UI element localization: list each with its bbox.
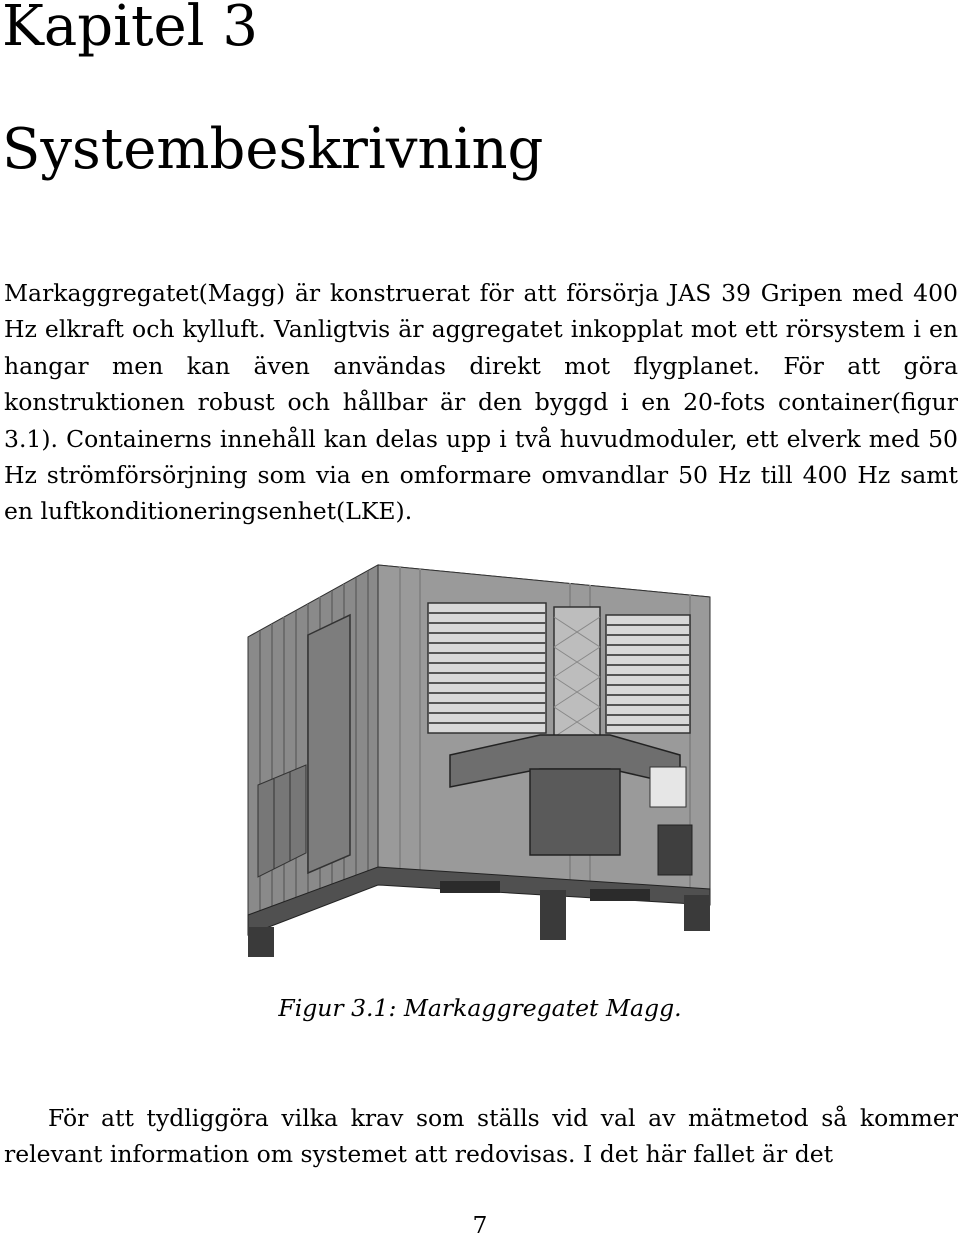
chapter-label: Kapitel 3 [2, 0, 258, 59]
intro-paragraph: Markaggregatet(Magg) är konstruerat för att försörja JAS 39 Gripen med 400 Hz elkraft och kylluft. Vanligtvis är aggregatet inkopplat mot ett rörsystem i en hangar men kan även användas direkt mot flygplanet. För att göra konstruktionen robust och hållbar är den byggd i en 20-fots container(figur 3.1). Containerns innehåll kan delas upp i två huvudmoduler, ett elverk med 50 Hz strömförsörjning som via en omformare omvandlar 50 Hz till 400 Hz samt en luftkonditioneringsenhet(LKE). [4, 279, 958, 526]
chapter-title: Systembeskrivning [2, 117, 544, 182]
figure-caption: Figur 3.1: Markaggregatet Magg. [278, 994, 682, 1022]
page-number: 7 [472, 1211, 488, 1239]
continuation-paragraph: För att tydliggöra vilka krav som ställs vid val av mätmetod så kommer relevant information om systemet att redovisas. I det här fallet är det [4, 1104, 958, 1169]
figure-container-photo [240, 555, 720, 967]
container-illustration [240, 555, 720, 967]
